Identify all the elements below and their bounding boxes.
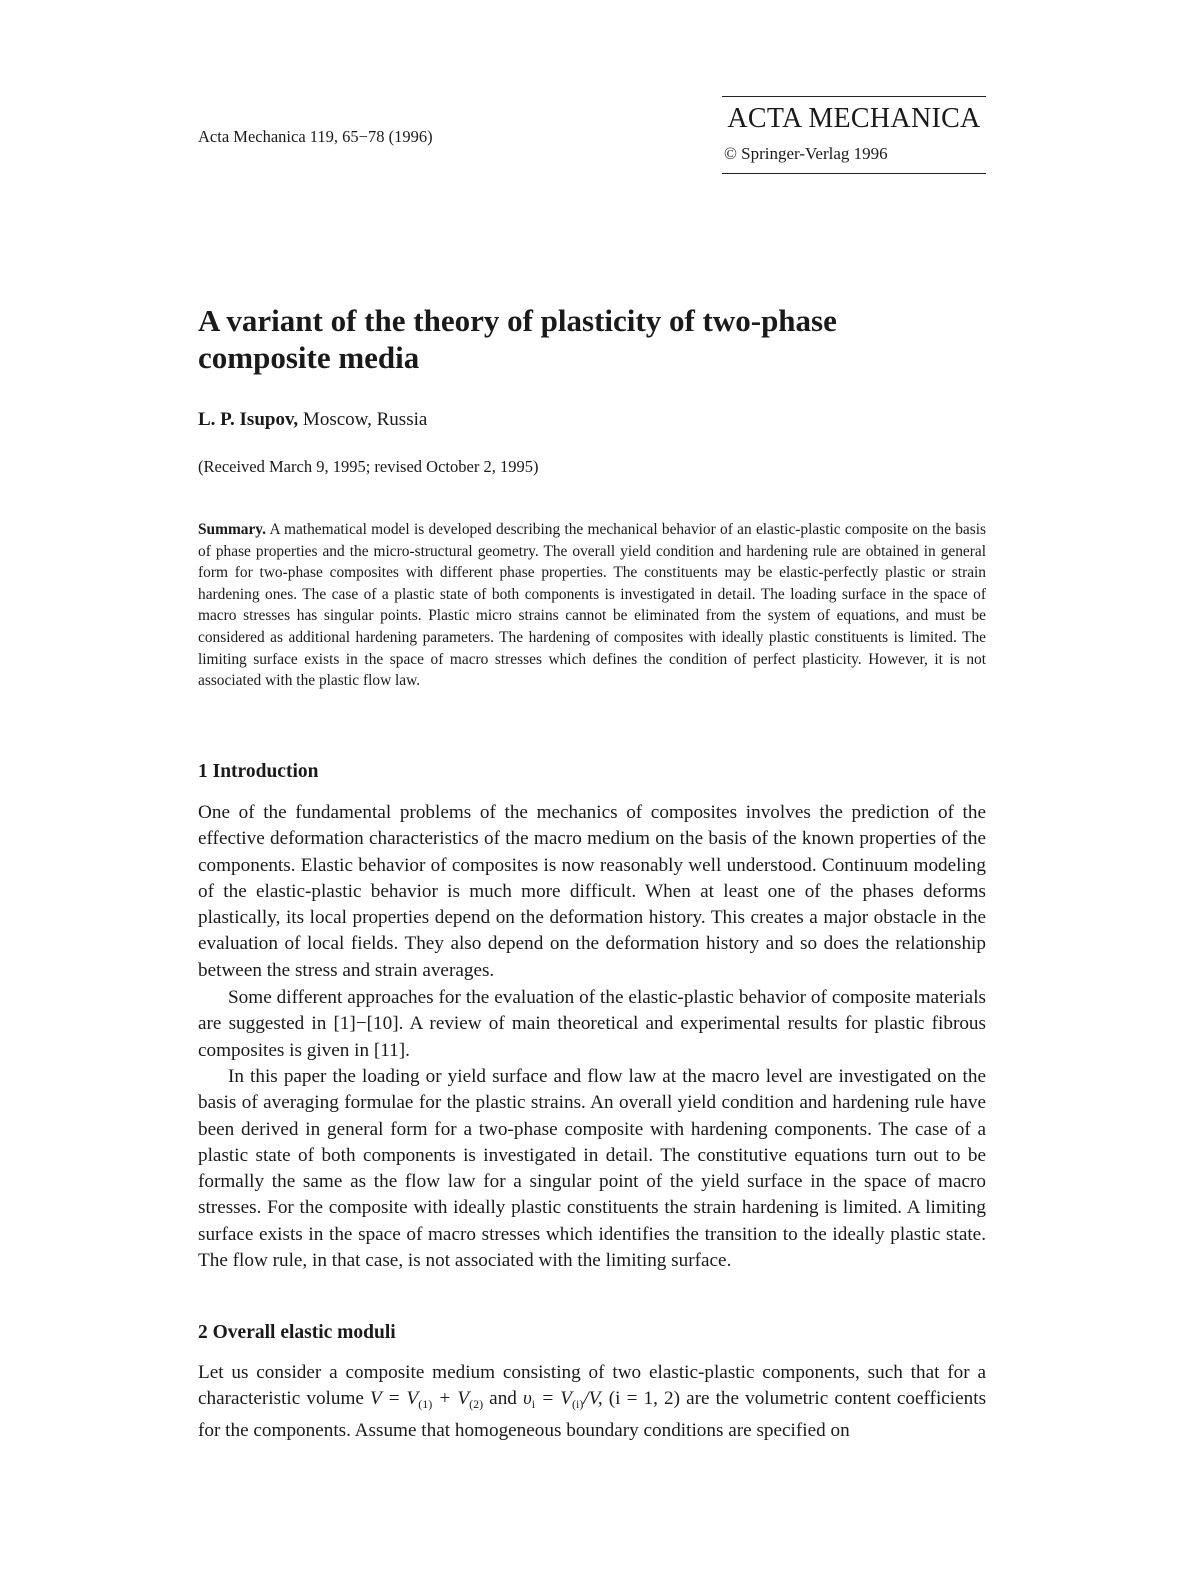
summary-block: [198, 519, 986, 692]
masthead-title: ACTA MECHANICA: [727, 103, 981, 134]
section-heading-elastic-moduli: 2 Overall elastic moduli: [198, 1322, 396, 1343]
publisher-copyright: © Springer-Verlag 1996: [724, 144, 888, 163]
author-location: Moscow, Russia: [302, 409, 428, 430]
equation-volume-fraction: $\upsilon_i = V_{(i)}/V$,: [522, 1388, 603, 1412]
section-heading-introduction: 1 Introduction: [198, 761, 319, 782]
received-dates: (Received March 9, 1995; revised October 2, 1995): [198, 457, 539, 476]
intro-paragraph-3: In this paper the loading or yield surface and flow law at the macro level are investigated on the basis of averaging formulae for the plastic strains. An overall yield condition and hardening rule have been derived in general form for a two-phase composite with hardening components. The case of a plastic state of both components is investigated in detail. The constitutive equations turn out to be formally the same as the flow law for a singular point of the yield surface in the space of macro stresses. For the composite with ideally plastic constituents the strain hardening is limited. A limiting surface exists in the space of macro stresses which identifies the transition to the ideally plastic state. The flow rule, in that case, is not associated with the limiting surface.: [198, 1066, 986, 1272]
journal-reference: Acta Mechanica 119, 65−78 (1996): [198, 127, 433, 146]
paper-title: [198, 302, 998, 376]
title-line-1: A variant of the theory of plasticity of two-phase: [198, 303, 837, 338]
author-name: L. P. Isupov,: [198, 409, 299, 430]
moduli-paragraph-1: [198, 1360, 986, 1444]
moduli-text-end: are the volumetric content coefficients for the components. Assume that homogeneous boundary conditions are specified on: [198, 1388, 987, 1441]
equation-volume: $V = V_{(1)} + V_{(2)}$: [370, 1388, 484, 1412]
summary-label: Summary.: [198, 521, 266, 538]
title-line-2: composite media: [198, 340, 420, 375]
journal-masthead: [722, 96, 986, 174]
moduli-text-start: Let us consider a composite medium consisting of two elastic-plastic components, such that for a characteristic volume: [198, 1362, 986, 1410]
author-line: [198, 409, 427, 431]
intro-paragraph-2: Some different approaches for the evaluation of the elastic-plastic behavior of composite materials are suggested in [1]−[10]. A review of main theoretical and experimental results for plastic fibrous composites is given in [11].: [198, 987, 986, 1061]
conjunction-and: and: [489, 1388, 517, 1410]
summary-text: A mathematical model is developed describing the mechanical behavior of an elastic-plastic composite on the basis of phase properties and the micro-structural geometry. The overall yield condition and hardening rule are obtained in general form for two-phase composites with different phase properties. The constituents may be elastic-perfectly plastic or strain hardening ones. The case of a plastic state of both components is investigated in detail. The loading surface in the space of macro stresses has singular points. Plastic micro strains cannot be eliminated from the system of equations, and must be considered as additional hardening parameters. The hardening of composites with ideally plastic constituents is limited. The limiting surface exists in the space of macro stresses which defines the condition of perfect plasticity. However, it is not associated with the plastic flow law.: [198, 521, 986, 690]
intro-paragraph-1: One of the fundamental problems of the mechanics of composites involves the prediction of the effective deformation characteristics of the macro medium on the basis of the known properties of the components. Elastic behavior of composites is now reasonably well understood. Continuum modeling of the elastic-plastic behavior is much more difficult. When at least one of the phases deforms plastically, its local properties depend on the deformation history. This creates a major obstacle in the evaluation of local fields. They also depend on the deformation history and so does the relationship between the stress and strain averages.: [198, 802, 986, 981]
index-range: (i = 1, 2): [608, 1388, 680, 1410]
